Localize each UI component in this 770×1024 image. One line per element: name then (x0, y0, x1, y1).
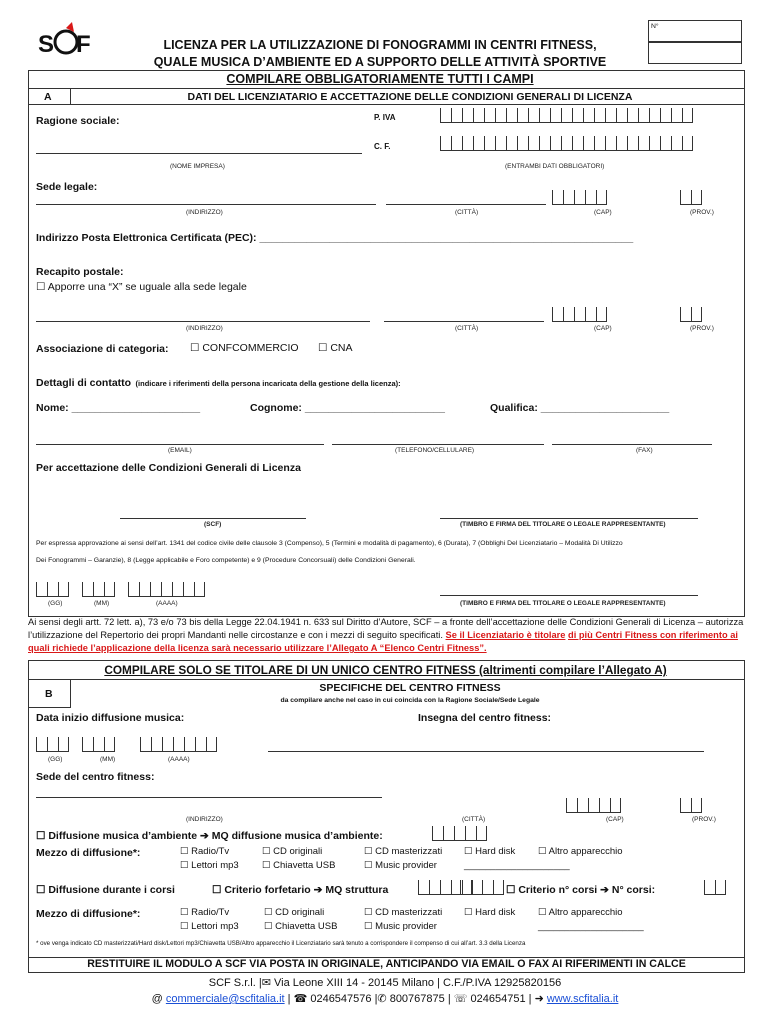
indirizzo-caption: (INDIRIZZO) (186, 816, 223, 823)
cap-caption: (CAP) (606, 816, 624, 823)
music-provider-label: Music provider (375, 860, 437, 871)
hard-disk-checkbox[interactable] (464, 846, 515, 857)
cd-masterizzati-2-checkbox[interactable] (364, 907, 442, 918)
cap-caption: (CAP) (594, 325, 612, 332)
criterio-forfetario-checkbox[interactable] (212, 884, 388, 896)
subtitle: COMPILARE OBBLIGATORIAMENTE TUTTI I CAMPI (226, 72, 534, 86)
insegna-field[interactable] (268, 751, 704, 752)
sede-cap-field[interactable] (552, 190, 607, 205)
prov-caption: (PROV.) (692, 816, 716, 823)
citta-caption: (CITTÀ) (455, 209, 479, 216)
recapito-indirizzo-field[interactable] (36, 321, 370, 322)
date-b-month-field[interactable] (82, 737, 115, 752)
espressa-line-1: Per espressa approvazione ai sensi dell’art. 1341 del codice civile delle clausole 3 (Compenso), 5 (Termini e modalità di pagamento), 6 (Durata), 7 (Obblighi Del Licenziatario – Modalità Di Utilizzo (36, 540, 623, 547)
chiavetta-2-checkbox[interactable] (264, 921, 337, 932)
insegna-label: Insegna del centro fitness: (418, 712, 552, 724)
dettagli-label: Dettagli di contatto (36, 377, 132, 389)
sede-centro-indirizzo-field[interactable] (36, 797, 382, 798)
mezzo-label: Mezzo di diffusione*: (36, 908, 141, 920)
svg-text:S: S (38, 31, 55, 58)
fax-field[interactable] (552, 444, 712, 445)
checkbox-icon: ☐ (264, 907, 276, 918)
footer-contacts (0, 992, 770, 1005)
legal-red-2: di più Centri Fitness con riferimento ai quali richiede l’applicazione della licenza sarà necessario utilizzare l’Allegato A “Elenco Centri Fitness”. (28, 630, 738, 653)
date-a-year-field[interactable] (128, 582, 205, 597)
hard-disk-2-checkbox[interactable] (464, 907, 515, 918)
altro-checkbox[interactable] (538, 846, 623, 857)
checkbox-icon: ☐ (318, 342, 328, 354)
cd-originali-label: CD originali (275, 907, 325, 918)
mezzo-label: Mezzo di diffusione*: (36, 847, 141, 859)
confcommercio-label: CONFCOMMERCIO (202, 342, 299, 354)
footnote: * ove venga indicato CD masterizzati/Hard disk/Lettori mp3/Chiavetta USB/Altro apparecchio il Licenziatario sarà tenuto a corrispondere il compenso di cui all’art. 3.3 della Licenza (36, 940, 526, 947)
cf-field[interactable] (440, 136, 693, 151)
checkbox-icon: ☐ (180, 846, 192, 857)
website-link[interactable]: www.scfitalia.it (546, 993, 619, 1005)
diffusione-corsi-checkbox[interactable] (36, 884, 175, 896)
cd-originali-label: CD originali (273, 846, 323, 857)
title-line-2: QUALE MUSICA D’AMBIENTE ED A SUPPORTO DELLE ATTIVITÀ SPORTIVE (153, 55, 607, 69)
sede-prov-field[interactable] (680, 190, 702, 205)
lettori-checkbox[interactable] (180, 860, 239, 871)
n-label: N° (651, 23, 659, 30)
nome-impresa-caption: (NOME IMPRESA) (170, 163, 225, 170)
date-b-day-field[interactable] (36, 737, 69, 752)
email-icon: @ (151, 993, 166, 1005)
section-a-heading: DATI DEL LICENZIATARIO E ACCETTAZIONE DELLE CONDIZIONI GENERALI DI LICENZA (187, 91, 633, 103)
gg-caption: (GG) (48, 756, 63, 763)
recapito-label: Recapito postale: (36, 266, 124, 278)
aaaa-caption: (AAAA) (168, 756, 190, 763)
sede-indirizzo-field[interactable] (36, 204, 376, 205)
checkbox-icon: ☐ (464, 907, 476, 918)
centro-prov-field[interactable] (680, 798, 702, 813)
entrambi-caption: (ENTRAMBI DATI OBBLIGATORI) (505, 163, 605, 170)
legal-text-2: di Licenza – autorizza l’utilizzazione del Repertorio dei propri Mandanti nelle circostanze e con i mezzi di seguito specificati. (28, 617, 744, 640)
section-b-sub: da compilare anche nel caso in cui coincida con la Ragione Sociale/Sede Legale (280, 697, 540, 704)
altro-label: Altro apparecchio (548, 907, 623, 918)
centro-cap-field[interactable] (566, 798, 621, 813)
cna-label: CNA (330, 342, 353, 354)
fax-caption: (FAX) (636, 447, 653, 454)
divider (28, 104, 745, 105)
radio-2-checkbox[interactable] (180, 907, 229, 918)
indirizzo-caption: (INDIRIZZO) (186, 325, 223, 332)
checkbox-icon: ☐ (364, 846, 376, 857)
checkbox-icon: ☐ (506, 884, 519, 896)
diffusione-ambiente-label: Diffusione musica d’ambiente ➔ MQ diffusione musica d’ambiente: (48, 830, 383, 842)
checkbox-icon: ☐ (464, 846, 476, 857)
checkbox-icon: ☐ (364, 860, 376, 871)
divider (70, 88, 71, 104)
section-b-banner: COMPILARE SOLO SE TITOLARE DI UN UNICO CENTRO FITNESS (altrimenti compilare l’Allegato A) (104, 663, 667, 677)
protocol-number-box[interactable] (648, 20, 742, 42)
titolare-signature-2-field[interactable] (440, 595, 698, 596)
music-provider-label: Music provider (375, 921, 437, 932)
section-b-letter: B (45, 688, 53, 700)
cf-label: C. F. (374, 142, 391, 151)
checkbox-icon: ☐ (538, 907, 549, 918)
piva-field[interactable] (440, 108, 693, 123)
sede-centro-label: Sede del centro fitness: (36, 771, 155, 783)
checkbox-icon: ☐ (364, 907, 376, 918)
altro-2-checkbox[interactable] (538, 907, 623, 918)
protocol-date-box[interactable] (648, 42, 742, 64)
cd-masterizzati-label: CD masterizzati (375, 846, 443, 857)
criterio-corsi-label: Criterio n° corsi ➔ N° corsi: (518, 884, 656, 896)
cd-originali-checkbox[interactable] (262, 846, 322, 857)
lettori-label: Lettori mp3 (191, 860, 239, 871)
espressa-line-2: Dei Fonogrammi – Garanzie), 8 (Legge applicabile e Foro competente) e 9 (Procedure Concorsuali) delle Condizioni Generali. (36, 557, 416, 564)
cd-masterizzati-checkbox[interactable] (364, 846, 442, 857)
checkbox-icon: ☐ (36, 884, 49, 896)
mq-ambiente-field[interactable] (432, 826, 487, 841)
titolare-signature-field[interactable] (440, 518, 698, 519)
checkbox-icon: ☐ (180, 907, 192, 918)
lettori-2-checkbox[interactable] (180, 921, 239, 932)
accettazione-label: Per accettazione delle Condizioni Generali di Licenza (36, 462, 301, 474)
email-link[interactable]: commerciale@scfitalia.it (165, 993, 285, 1005)
checkbox-icon: ☐ (264, 921, 276, 932)
diffusione-ambiente-checkbox[interactable] (36, 830, 383, 842)
mq-struttura-field-2[interactable] (460, 880, 504, 895)
telefono-field[interactable] (332, 444, 544, 445)
date-b-year-field[interactable] (140, 737, 217, 752)
date-a-month-field[interactable] (82, 582, 115, 597)
prov-caption: (PROV.) (690, 209, 714, 216)
ragione-sociale-label: Ragione sociale: (36, 115, 120, 127)
altro-label: Altro apparecchio (548, 846, 623, 857)
checkbox-icon: ☐ (262, 860, 274, 871)
chiavetta-checkbox[interactable] (262, 860, 335, 871)
phones-text: | ☎ 0246547576 |✆ 800767875 | ☏ 024654751 | ➜ (284, 993, 547, 1005)
aaaa-caption: (AAAA) (156, 600, 178, 607)
checkbox-icon: ☐ (212, 884, 225, 896)
section-a-letter: A (44, 91, 52, 103)
checkbox-icon: ☐ (190, 342, 200, 354)
recapito-citta-field[interactable] (384, 321, 544, 322)
svg-text:F: F (76, 31, 91, 58)
apporre-label: Apporre una “X” se uguale alla sede legale (47, 281, 247, 293)
dettagli-heading (36, 373, 401, 391)
music-provider-2-checkbox[interactable] (364, 921, 437, 932)
prov-caption: (PROV.) (690, 325, 714, 332)
section-b-heading: SPECIFICHE DEL CENTRO FITNESS (319, 682, 501, 694)
hard-disk-label: Hard disk (475, 846, 516, 857)
checkbox-icon: ☐ (180, 860, 192, 871)
cna-checkbox[interactable] (318, 342, 353, 354)
hard-disk-label: Hard disk (475, 907, 516, 918)
restituire-text: RESTITUIRE IL MODULO A SCF VIA POSTA IN ORIGINALE, ANTICIPANDO VIA EMAIL O FAX AI RIFERIMENTI IN CALCE (87, 958, 686, 970)
citta-caption: (CITTÀ) (462, 816, 486, 823)
ragione-sociale-field[interactable] (36, 153, 362, 154)
lettori-label: Lettori mp3 (191, 921, 239, 932)
same-address-checkbox[interactable] (36, 281, 247, 293)
confcommercio-checkbox[interactable] (190, 342, 299, 354)
gg-caption: (GG) (48, 600, 63, 607)
scf-signature-field[interactable] (120, 518, 306, 519)
timbro-caption: (TIMBRO E FIRMA DEL TITOLARE O LEGALE RAPPRESENTANTE) (460, 600, 666, 607)
criterio-forfetario-label: Criterio forfetario ➔ MQ struttura (224, 884, 389, 896)
cd-masterizzati-label: CD masterizzati (375, 907, 443, 918)
checkbox-icon: ☐ (364, 921, 376, 932)
scf-logo (36, 22, 102, 62)
altro-2-field[interactable]: ____________________ (538, 921, 644, 932)
sede-legale-label: Sede legale: (36, 181, 98, 193)
qualifica-field[interactable]: Qualifica: ______________________ (490, 402, 670, 414)
chiavetta-label: Chiavetta USB (273, 860, 336, 871)
diffusione-corsi-label: Diffusione durante i corsi (48, 884, 175, 896)
checkbox-icon: ☐ (538, 846, 549, 857)
music-provider-checkbox[interactable] (364, 860, 437, 871)
data-inizio-label: Data inizio diffusione musica: (36, 712, 185, 724)
cap-caption: (CAP) (594, 209, 612, 216)
recapito-prov-field[interactable] (680, 307, 702, 322)
dettagli-note: (indicare i riferimenti della persona incaricata della gestione della licenza): (135, 379, 401, 388)
radio-label: Radio/Tv (191, 907, 230, 918)
cd-originali-2-checkbox[interactable] (264, 907, 324, 918)
mm-caption: (MM) (94, 600, 110, 607)
title-line-1: LICENZA PER LA UTILIZZAZIONE DI FONOGRAMMI IN CENTRI FITNESS, (163, 38, 597, 52)
recapito-cap-field[interactable] (552, 307, 607, 322)
date-a-day-field[interactable] (36, 582, 69, 597)
checkbox-icon: ☐ (262, 846, 274, 857)
divider (28, 679, 745, 680)
radio-label: Radio/Tv (191, 846, 230, 857)
checkbox-icon: ☐ (180, 921, 192, 932)
pec-field[interactable]: Indirizzo Posta Elettronica Certificata (PEC): ________________________________________________________________ (36, 232, 634, 244)
checkbox-icon: ☐ (36, 281, 46, 293)
indirizzo-caption: (INDIRIZZO) (186, 209, 223, 216)
checkbox-icon: ☐ (36, 830, 46, 842)
chiavetta-label: Chiavetta USB (275, 921, 338, 932)
citta-caption: (CITTÀ) (455, 325, 479, 332)
altro-field[interactable]: ____________________ (464, 860, 570, 871)
associazione-label: Associazione di categoria: (36, 343, 169, 355)
scf-caption: (SCF) (204, 521, 222, 528)
cognome-field[interactable]: Cognome: ________________________ (250, 402, 445, 414)
email-caption: (EMAIL) (168, 447, 192, 454)
timbro-caption: (TIMBRO E FIRMA DEL TITOLARE O LEGALE RAPPRESENTANTE) (460, 521, 666, 528)
mm-caption: (MM) (100, 756, 116, 763)
criterio-corsi-checkbox[interactable] (506, 884, 655, 896)
divider (28, 88, 745, 89)
footer-address: SCF S.r.l. |✉ Via Leone XIII 14 - 20145 Milano | C.F./P.IVA 12925820156 (208, 977, 562, 989)
legal-red-1: Se il Licenziatario è titolare (445, 630, 566, 640)
piva-label: P. IVA (374, 113, 396, 122)
n-corsi-field[interactable] (704, 880, 726, 895)
legal-paragraph (28, 616, 748, 655)
legal-text-1: Ai sensi degli artt. 72 lett. a), 73 e/o 73 bis della Legge 22.04.1941 n. 633 sul Diritto d’Autore, SCF – a fronte dell’accettazione delle Condizioni Generali (28, 617, 651, 627)
sede-citta-field[interactable] (386, 204, 546, 205)
radio-checkbox[interactable] (180, 846, 229, 857)
nome-field[interactable]: Nome: ______________________ (36, 402, 201, 414)
telefono-caption: (TELEFONO/CELLULARE) (395, 447, 475, 454)
email-field[interactable] (36, 444, 324, 445)
